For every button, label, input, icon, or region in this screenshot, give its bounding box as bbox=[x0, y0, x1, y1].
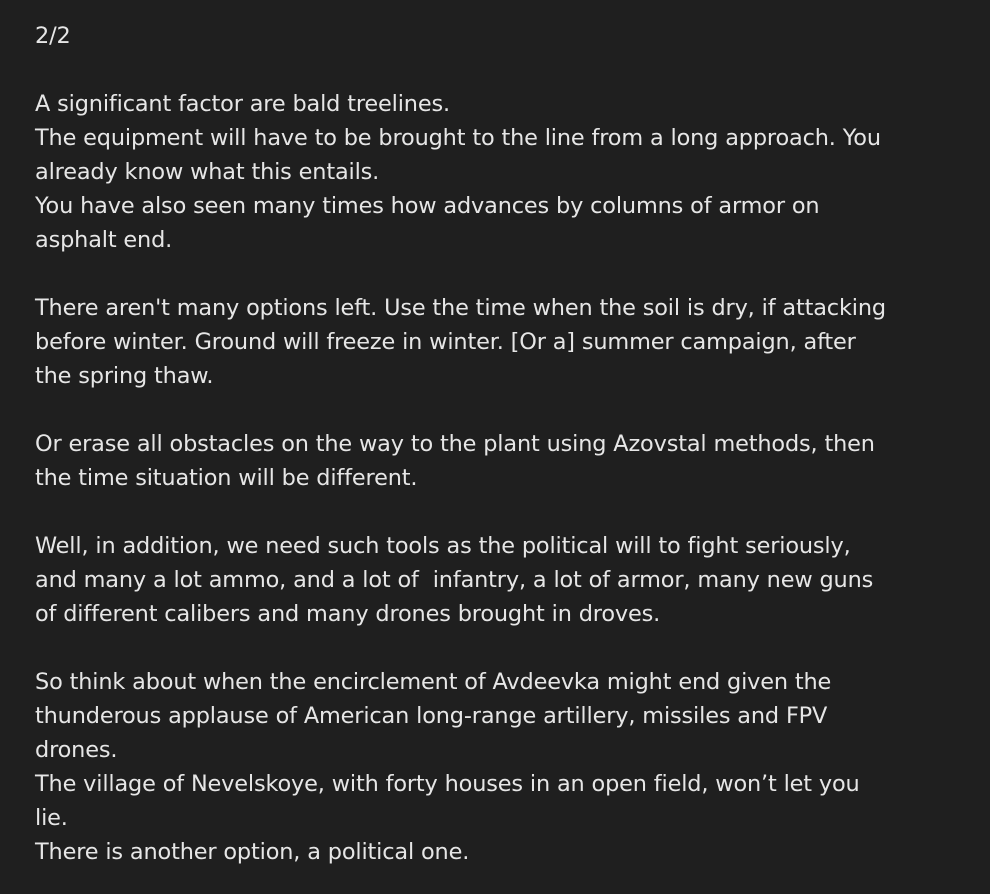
text-line: and many a lot ammo, and a lot of infantry, a lot of armor, many new guns bbox=[35, 567, 874, 593]
text-line: The equipment will have to be brought to the line from a long approach. You bbox=[35, 125, 881, 151]
text-line: Well, in addition, we need such tools as the political will to fight seriously, bbox=[35, 533, 851, 559]
text-line: The village of Nevelskoye, with forty houses in an open field, won’t let you bbox=[35, 771, 860, 797]
text-line: Or erase all obstacles on the way to the plant using Azovstal methods, then bbox=[35, 431, 875, 457]
text-line: the spring thaw. bbox=[35, 363, 214, 389]
text-line: drones. bbox=[35, 737, 118, 763]
text-line: There is another option, a political one. bbox=[35, 839, 470, 865]
text-line: lie. bbox=[35, 805, 68, 831]
text-line: You have also seen many times how advances by columns of armor on bbox=[35, 193, 820, 219]
page-indicator-text: 2/2 bbox=[35, 23, 71, 49]
text-line: There aren't many options left. Use the time when the soil is dry, if attacking bbox=[35, 295, 886, 321]
paragraph-avdeevka bbox=[35, 665, 970, 869]
paragraph-tools bbox=[35, 529, 970, 631]
text-line: asphalt end. bbox=[35, 227, 173, 253]
text-line: A significant factor are bald treelines. bbox=[35, 91, 450, 117]
text-line: thunderous applause of American long-range artillery, missiles and FPV bbox=[35, 703, 828, 729]
text-line: of different calibers and many drones brought in droves. bbox=[35, 601, 661, 627]
text-line: So think about when the encirclement of Avdeevka might end given the bbox=[35, 669, 832, 695]
paragraph-treelines bbox=[35, 87, 970, 257]
paragraph-options bbox=[35, 291, 970, 393]
paragraph-azovstal bbox=[35, 427, 970, 495]
text-line: already know what this entails. bbox=[35, 159, 380, 185]
document-body bbox=[35, 19, 970, 869]
page-indicator bbox=[35, 19, 970, 53]
text-line: the time situation will be different. bbox=[35, 465, 418, 491]
text-line: before winter. Ground will freeze in winter. [Or a] summer campaign, after bbox=[35, 329, 856, 355]
